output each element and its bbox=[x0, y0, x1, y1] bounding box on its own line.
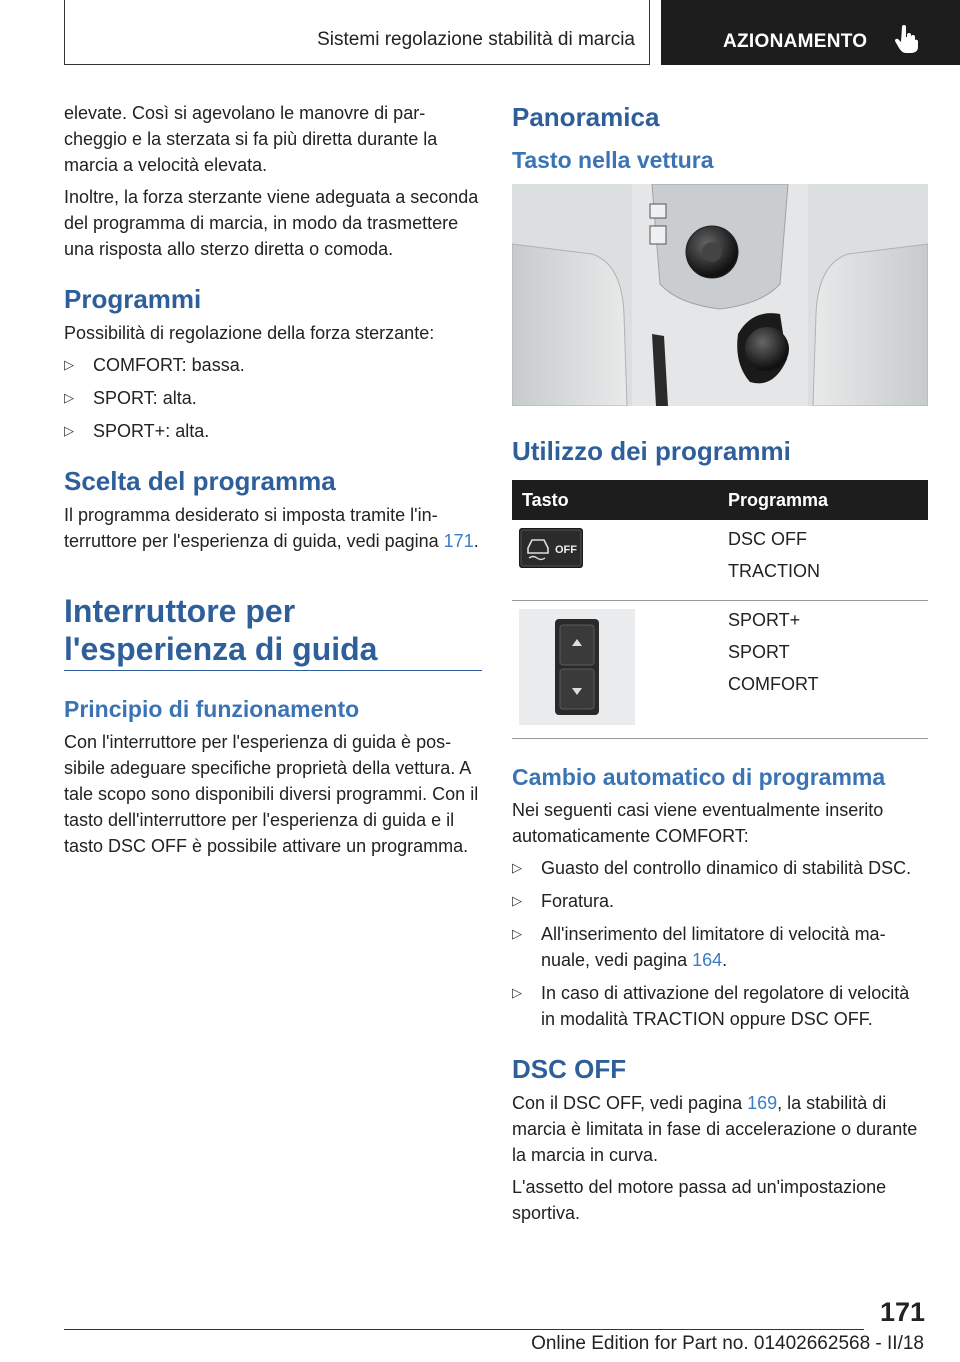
list-item: ▷ SPORT+: alta. bbox=[64, 418, 482, 444]
chapter-title: Interruttore per l'esperienza di guida bbox=[64, 593, 378, 667]
bullet-triangle-icon: ▷ bbox=[64, 423, 74, 438]
heading-tasto: Tasto nella vettura bbox=[512, 147, 714, 173]
list-item: ▷ COMFORT: bassa. bbox=[64, 352, 482, 378]
programmi-list bbox=[64, 352, 482, 444]
header-section-box bbox=[64, 0, 650, 65]
cambio-list bbox=[512, 855, 928, 1032]
footer-rule bbox=[64, 1329, 864, 1330]
footer-edition: Online Edition for Part no. 01402662568 - II/18 bbox=[531, 1333, 924, 1354]
dsc-off-label: OFF bbox=[555, 544, 577, 556]
bullet-triangle-icon: ▷ bbox=[64, 390, 74, 405]
table-cell bbox=[512, 601, 712, 739]
heading-panoramica: Panoramica bbox=[512, 102, 660, 132]
list-item: ▷ Guasto del controllo dinamico di stabilità DSC. bbox=[512, 855, 928, 881]
header-chapter-title: AZIONAMENTO bbox=[723, 31, 868, 52]
heading-dsc-off: DSC OFF bbox=[512, 1054, 627, 1084]
drive-experience-switch-icon bbox=[519, 609, 635, 725]
table-row bbox=[512, 601, 928, 739]
dsc-off-button-icon bbox=[519, 528, 583, 568]
page-link[interactable]: 169 bbox=[747, 1093, 778, 1113]
car-console-photo bbox=[512, 184, 928, 406]
paragraph: Inoltre, la forza sterzante viene adeguata a seconda del programma di marcia, in modo da trasmettere una risposta allo sterzo diretta o comoda. bbox=[64, 187, 479, 259]
heading-scelta: Scelta del programma bbox=[64, 466, 336, 496]
table-cell bbox=[512, 520, 712, 601]
hand-pointer-icon bbox=[893, 25, 919, 53]
chapter-rule bbox=[64, 670, 482, 671]
table-row bbox=[512, 520, 928, 601]
programs-table bbox=[512, 480, 928, 739]
column-header-programma: Programma bbox=[712, 480, 928, 520]
left-column bbox=[64, 100, 482, 865]
page-number: 171 bbox=[879, 1297, 925, 1327]
bullet-triangle-icon: ▷ bbox=[64, 357, 74, 372]
header-chapter-tab bbox=[661, 0, 960, 65]
list-item: ▷ In caso di attivazione del regolatore di velocità in modalità TRACTION oppure DSC OFF. bbox=[512, 980, 928, 1032]
paragraph: Con il DSC OFF, vedi pagina 169, la stabilità di marcia è limitata in fase di accelerazione o durante la marcia in curva. bbox=[512, 1093, 918, 1165]
column-header-tasto: Tasto bbox=[512, 480, 712, 520]
heading-programmi: Programmi bbox=[64, 284, 202, 314]
paragraph: elevate. Così si agevolano le manovre di parcheggio e la sterzata si fa più diretta durante la marcia a velocità elevata. bbox=[64, 103, 438, 175]
bullet-triangle-icon: ▷ bbox=[512, 860, 522, 875]
paragraph: Nei seguenti casi viene eventualmente inserito automaticamente COMFORT: bbox=[512, 800, 884, 846]
paragraph: Possibilità di regolazione della forza sterzante: bbox=[64, 323, 435, 343]
page-link[interactable]: 171 bbox=[443, 531, 474, 551]
heading-principio: Principio di funzionamento bbox=[64, 696, 360, 722]
bullet-triangle-icon: ▷ bbox=[512, 985, 522, 1000]
heading-utilizzo: Utilizzo dei programmi bbox=[512, 436, 791, 466]
bullet-triangle-icon: ▷ bbox=[512, 893, 522, 908]
table-cell: DSC OFF TRACTION bbox=[712, 520, 928, 601]
list-item: ▷ All'inserimento del limitatore di velocità manuale, vedi pagina 164. bbox=[512, 921, 928, 973]
paragraph: Con l'interruttore per l'esperienza di guida è possibile adeguare specifiche proprietà della vettura. A tale scopo sono disponibili diversi programmi. Con il tasto dell'interruttore per l'esperienza di guida e il tasto DSC OFF è possibile attivare un programma. bbox=[64, 732, 479, 856]
header-section-title: Sistemi regolazione stabilità di marcia bbox=[317, 29, 635, 50]
bullet-triangle-icon: ▷ bbox=[512, 926, 522, 941]
table-cell: SPORT+ SPORT COMFORT bbox=[712, 601, 928, 739]
right-column bbox=[512, 100, 928, 1232]
list-item: ▷ Foratura. bbox=[512, 888, 928, 914]
paragraph: L'assetto del motore passa ad un'impostazione sportiva. bbox=[512, 1177, 887, 1223]
heading-cambio: Cambio automatico di programma bbox=[512, 764, 886, 790]
page-link[interactable]: 164 bbox=[692, 950, 723, 970]
list-item: ▷ SPORT: alta. bbox=[64, 385, 482, 411]
paragraph: Il programma desiderato si imposta tramite l'interruttore per l'esperienza di guida, vedi pagina 171. bbox=[64, 505, 479, 551]
